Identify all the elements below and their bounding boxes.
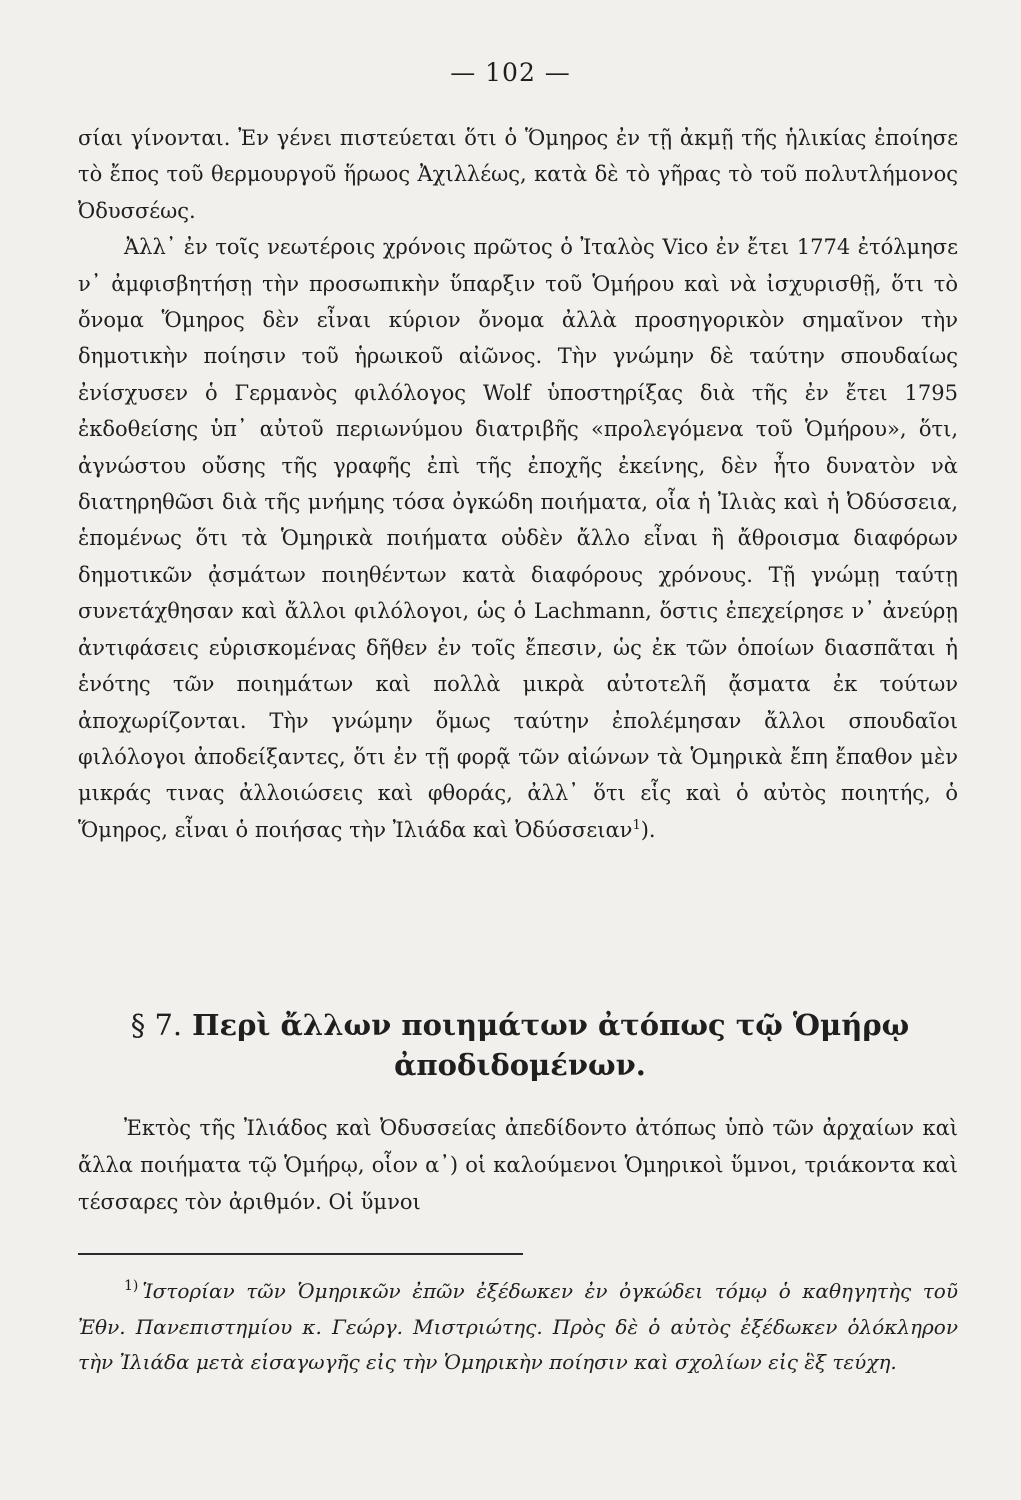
section-title: Περὶ ἄλλων ποιημάτων ἀτόπως τῷ Ὁμήρῳ ἀποδιδομένων. xyxy=(192,1008,910,1082)
footnote xyxy=(78,1274,958,1381)
footnote-ref: 1 xyxy=(632,817,641,833)
footnote-mark: 1) xyxy=(124,1278,139,1295)
footnote-text: Ἱστορίαν τῶν Ὁμηρικῶν ἐπῶν ἐξέδωκεν ἐν ὀγκώδει τόμῳ ὁ καθηγητὴς τοῦ Ἐθν. Πανεπιστημίου κ. Γεώργ. Μιστριώτης. Πρὸς δὲ ὁ αὐτὸς ἐξέδωκεν ὁλόκληρον τὴν Ἰλιάδα μετὰ εἰσαγωγῆς εἰς τὴν Ὁμηρικὴν ποίησιν καὶ σχολίων εἰς ἓξ τεύχη. xyxy=(78,1279,958,1374)
page-number: — 102 — xyxy=(450,58,571,87)
paragraph-2-tail: ). xyxy=(640,817,656,842)
paragraph-2-text: Ἀλλ᾽ ἐν τοῖς νεωτέροις χρόνοις πρῶτος ὁ Ἰταλὸς Vico ἐν ἔτει 1774 ἐτόλμησε ν᾽ ἀμφισβητήσῃ τὴν προσωπικὴν ὕπαρξιν τοῦ Ὁμήρου καὶ νὰ ἰσχυρισθῇ, ὅτι τὸ ὄνομα Ὅμηρος δὲν εἶναι κύριον ὄνομα ἀλλὰ προσηγορικὸν σημαῖνον τὴν δημοτικὴν ποίησιν τοῦ ἡρωικοῦ αἰῶνος. Τὴν γνώμην δὲ ταύτην σπουδαίως ἐνίσχυσεν ὁ Γερμανὸς φιλόλογος Wolf ὑποστηρίξας διὰ τῆς ἐν ἔτει 1795 ἐκδοθείσης ὑπ᾽ αὐτοῦ περιωνύμου διατριβῆς «προλεγόμενα τοῦ Ὁμήρου», ὅτι, ἀγνώστου οὔσης τῆς γραφῆς ἐπὶ τῆς ἐποχῆς ἐκείνης, δὲν ἦτο δυνατὸν νὰ διατηρηθῶσι διὰ τῆς μνήμης τόσα ὀγκώδη ποιήματα, οἷα ἡ Ἰλιὰς καὶ ἡ Ὀδύσσεια, ἑπομένως ὅτι τὰ Ὁμηρικὰ ποιήματα οὐδὲν ἄλλο εἶναι ἢ ἄθροισμα διαφόρων δημοτικῶν ᾀσμάτων ποιηθέντων κατὰ διαφόρους χρόνους. Τῇ γνώμῃ ταύτῃ συνετάχθησαν καὶ ἄλλοι φιλόλογοι, ὡς ὁ Lachmann, ὅστις ἐπεχείρησε ν᾽ ἀνεύρῃ ἀντιφάσεις εὑρισκομένας δῆθεν ἐν τοῖς ἔπεσιν, ὡς ἐκ τῶν ὁποίων διασπᾶται ἡ ἑνότης τῶν ποιημάτων καὶ πολλὰ μικρὰ αὐτοτελῆ ᾄσματα ἐκ τούτων ἀποχωρίζονται. Τὴν γνώμην ὅμως ταύτην ἐπολέμησαν ἄλλοι σπουδαῖοι φιλόλογοι ἀποδείξαντες, ὅτι ἐν τῇ φορᾷ τῶν αἰώνων τὰ Ὁμηρικὰ ἔπη ἔπαθον μὲν μικράς τινας ἀλλοιώσεις καὶ φθοράς, ἀλλ᾽ ὅτι εἷς καὶ ὁ αὐτὸς ποιητής, ὁ Ὅμηρος, εἶναι ὁ ποιήσας τὴν Ἰλιάδα καὶ Ὀδύσσειαν xyxy=(78,235,958,842)
footnote-divider xyxy=(78,1253,523,1255)
section-heading xyxy=(120,1005,920,1085)
paragraph-1: σίαι γίνονται. Ἐν γένει πιστεύεται ὅτι ὁ Ὅμηρος ἐν τῇ ἀκμῇ τῆς ἡλικίας ἐποίησε τὸ ἔπος τοῦ θερμουργοῦ ἥρωος Ἀχιλλέως, κατὰ δὲ τὸ γῆρας τὸ τοῦ πολυτλήμονος Ὀδυσσέως. xyxy=(78,126,958,223)
section-paragraph: Ἐκτὸς τῆς Ἰλιάδος καὶ Ὀδυσσείας ἀπεδίδοντο ἀτόπως ὑπὸ τῶν ἀρχαίων καὶ ἄλλα ποιήματα τῷ Ὁμήρῳ, οἷον α᾽) οἱ καλούμενοι Ὁμηρικοὶ ὕμνοι, τριάκοντα καὶ τέσσαρες τὸν ἀριθμόν. Οἱ ὕμνοι xyxy=(78,1116,958,1214)
section-mark: § 7. xyxy=(130,1008,183,1042)
paragraph-2 xyxy=(78,229,958,848)
body-text xyxy=(78,120,958,848)
